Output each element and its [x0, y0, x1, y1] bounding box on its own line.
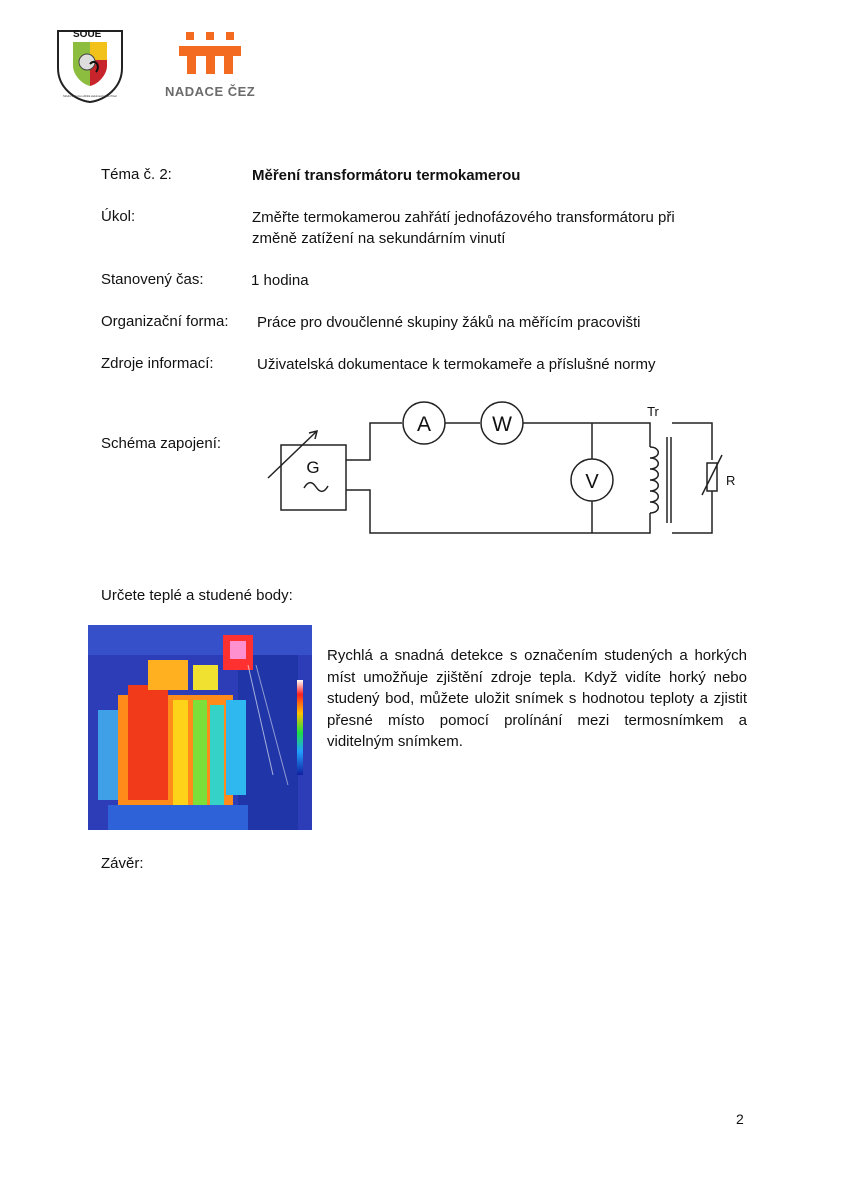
field-label-cas: Stanovený čas:: [101, 271, 204, 288]
schema-label: Schéma zapojení:: [101, 435, 222, 452]
ammeter-label: A: [416, 413, 432, 436]
page-number: 2: [736, 1111, 744, 1127]
field-label-forma: Organizační forma:: [101, 313, 229, 330]
cez-logo: [165, 32, 260, 102]
wattmeter-label: W: [492, 413, 512, 436]
field-value-zdroje: Uživatelská dokumentace k termokameře a příslušné normy: [257, 356, 656, 373]
soue-logo: [55, 28, 125, 104]
voltmeter-label: V: [585, 471, 599, 493]
cez-logo-text: NADACE ČEZ: [165, 84, 256, 99]
field-value-tema: Měření transformátoru termokamerou: [252, 167, 521, 184]
thermal-description: Rychlá a snadná detekce s označením studených a horkých míst umožňuje zjištění zdroje tepla. Když vidíte horký nebo studený bod, můžete uložit snímek s hodnotou teploty a zjistit přesné místo pomocí prolínání mezi termosnímkem a viditelným snímkem.: [327, 647, 747, 750]
resistor-label: R: [726, 473, 736, 488]
soue-logo-text: SOUE: [73, 29, 102, 40]
generator-label: G: [306, 458, 320, 477]
field-value-ukol-line1: Změřte termokamerou zahřátí jednofázového transformátoru při: [252, 209, 675, 226]
field-label-ukol: Úkol:: [101, 208, 136, 225]
field-value-forma: Práce pro dvoučlenné skupiny žáků na měřícím pracovišti: [257, 314, 641, 331]
field-label-zdroje: Zdroje informací:: [101, 355, 214, 372]
field-label-tema: Téma č. 2:: [101, 166, 172, 183]
primary-coil: [650, 447, 658, 513]
transformer-label: Tr: [647, 404, 659, 419]
circuit-diagram: [260, 395, 740, 545]
field-value-cas: 1 hodina: [251, 272, 309, 289]
thermal-image: [88, 625, 312, 830]
hot-cold-heading: Určete teplé a studené body:: [101, 587, 293, 604]
field-value-ukol-line2: změně zatížení na sekundárním vinutí: [252, 230, 506, 247]
conclusion-label: Závěr:: [101, 855, 144, 872]
generator-box: [281, 445, 346, 510]
soue-logo-ring-text: Střední odborné učiliště elektrotechnické Plzeň: [63, 95, 117, 98]
